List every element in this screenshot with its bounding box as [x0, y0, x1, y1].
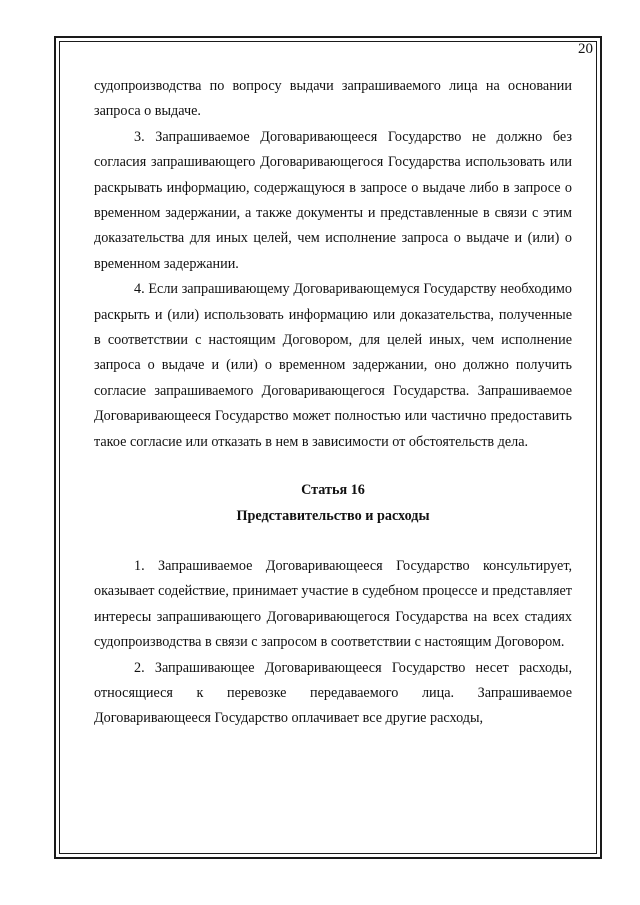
- article-number: Статья 16: [301, 482, 365, 499]
- paragraph-clause-3: 3. Запрашиваемое Договаривающееся Государство не должно без согласия запрашивающего Договаривающегося Государства использовать или раскрывать информацию, содержащуюся в запросе о выдаче либо в запросе о временном задержании, а также документы и представленные в связи с этим доказательства для иных целей, чем исполнение запроса о выдаче и (или) о временном задержании.: [94, 128, 572, 272]
- paragraph-article-16-clause-2: 2. Запрашивающее Договаривающееся Государство несет расходы, относящиеся к перевозке передаваемого лица. Запрашиваемое Договаривающееся Государство оплачивает все другие расходы,: [94, 659, 572, 727]
- page-number: 20: [578, 41, 593, 57]
- document-body: [94, 74, 572, 732]
- paragraph-clause-4: 4. Если запрашивающему Договаривающемуся Государству необходимо раскрыть и (или) использовать информацию или доказательства, полученные в соответствии с настоящим Договором, для целей иных, чем исполнение запроса о выдаче и (или) о временном задержании, оно должно получить согласие запрашиваемого Договаривающегося Государства. Запрашиваемое Договаривающееся Государство может полностью или частично предоставить такое согласие или отказать в нем в зависимости от обстоятельств дела.: [94, 281, 572, 450]
- paragraph-article-16-clause-1: 1. Запрашиваемое Договаривающееся Государство консультирует, оказывает содействие, принимает участие в судебном процессе и представляет интересы запрашивающего Договаривающегося Государства на всех стадиях судопроизводства в связи с запросом в соответствии с настоящим Договором.: [94, 557, 572, 651]
- article-title: Представительство и расходы: [236, 507, 430, 524]
- paragraph-continuation: судопроизводства по вопросу выдачи запрашиваемого лица на основании запроса о выдаче.: [94, 78, 572, 120]
